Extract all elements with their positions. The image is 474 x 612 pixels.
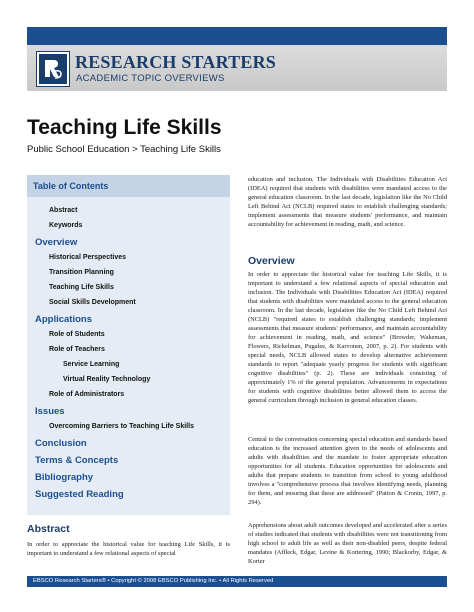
toc-item-teaching-life-skills[interactable]: Teaching Life Skills — [49, 284, 114, 291]
overview-heading: Overview — [248, 255, 295, 267]
toc-header — [27, 175, 230, 197]
toc-item-suggested-reading[interactable]: Suggested Reading — [35, 489, 124, 500]
masthead — [27, 45, 447, 91]
toc-item-virtual-reality-technology[interactable]: Virtual Reality Technology — [63, 376, 151, 383]
top-color-bar — [27, 27, 447, 45]
table-of-contents — [27, 175, 230, 515]
toc-title: Table of Contents — [33, 181, 109, 191]
footer-bar — [27, 576, 447, 587]
toc-item-role-of-students[interactable]: Role of Students — [49, 331, 105, 338]
intro-paragraph: education and inclusion. The Individuals with Disabilities Education Act (IDEA) required that students with disabilities were mandated access to the general education classroom. In the last decade, legislation like the No Child Left Behind Act (NCLB) required states to establish challenging standards; implement assessments that measure students' performance, and maintain accountability for achievement in reading, math, and science. — [248, 176, 447, 228]
abstract-text: In order to appreciate the historical value for teaching Life Skills, it is important to understand a few relational aspects of special — [27, 541, 230, 557]
breadcrumb: Public School Education > Teaching Life Skills — [27, 144, 221, 155]
toc-item-abstract[interactable]: Abstract — [49, 207, 78, 214]
overview-paragraph-2: Central to the conversation concerning special education and standards based education is the increased attention given to the needs of adolescents and adults with disabilities and the mandate to foster appropriate education opportunities for all students. Education opportunities for adolescents and adults that prepare students to transition from school to young adulthood involves a "comprehensive process that involves identifying needs, planning for them, and ensuring that these are addressed" (Patton & Cronin, 1997, p. 294). — [248, 436, 447, 506]
overview-paragraph-3: Apprehensions about adult outcomes developed and accelerated after a series of studies indicated that students with disabilities were not transitioning from high school to adult life as well as their non-disabled peers, despite federal mandates (Affleck, Edgar, Levine & Kortering, 1990; Blackorby, Edgar, & Korter — [248, 522, 447, 565]
toc-item-social-skills-development[interactable]: Social Skills Development — [49, 299, 136, 306]
toc-item-role-of-teachers[interactable]: Role of Teachers — [49, 346, 105, 353]
toc-item-terms-concepts[interactable]: Terms & Concepts — [35, 455, 119, 466]
toc-item-historical-perspectives[interactable]: Historical Perspectives — [49, 254, 127, 261]
abstract-heading: Abstract — [27, 523, 70, 535]
toc-item-keywords[interactable]: Keywords — [49, 222, 83, 229]
toc-item-applications[interactable]: Applications — [35, 314, 93, 325]
toc-item-overview[interactable]: Overview — [35, 237, 78, 248]
copyright-text: EBSCO Research Starters® • Copyright © 2008 EBSCO Publishing Inc. • All Rights Reserved — [33, 578, 274, 584]
rs-logo-icon — [37, 52, 69, 86]
toc-item-bibliography[interactable]: Bibliography — [35, 472, 94, 483]
brand-name: RESEARCH STARTERS — [75, 52, 276, 72]
toc-item-overcoming-barriers-to-teaching-life-skills[interactable]: Overcoming Barriers to Teaching Life Skills — [49, 423, 194, 430]
toc-item-service-learning[interactable]: Service Learning — [63, 361, 120, 368]
overview-paragraph-1: In order to appreciate the historical value for teaching Life Skills, it is important to understand a few relational aspects of special education and inclusion. The Individuals with Disabilities Education Act (IDEA) required that students with disabilities were mandated access to the general education classroom. In the last decade, legislation like the No Child Left Behind Act (NCLB) "required states to establish challenging standards; implement assessments that measure students' performance, and maintain accountability for achievement in reading, math, and science" (Browder, Wakeman, Flowers, Rickelman, Pugalee, & Karvonen, 2007, p. 2). For students with special needs, NCLB allowed states to develop alternative achievement standards to report "adequate yearly progress for students with significant cognitive disabilities" (p. 2). These are individuals consisting of approximately 1% of the general population. Advancements in expectations for students with cognitive disabilities better allowed them to access the general curriculum through inclusion in general education classes. — [248, 271, 447, 404]
toc-item-role-of-administrators[interactable]: Role of Administrators — [49, 391, 125, 398]
page-title: Teaching Life Skills — [27, 116, 222, 139]
brand-subtitle: ACADEMIC TOPIC OVERVIEWS — [76, 73, 225, 84]
toc-item-issues[interactable]: Issues — [35, 406, 65, 417]
toc-item-transition-planning[interactable]: Transition Planning — [49, 269, 114, 276]
toc-item-conclusion[interactable]: Conclusion — [35, 438, 87, 449]
